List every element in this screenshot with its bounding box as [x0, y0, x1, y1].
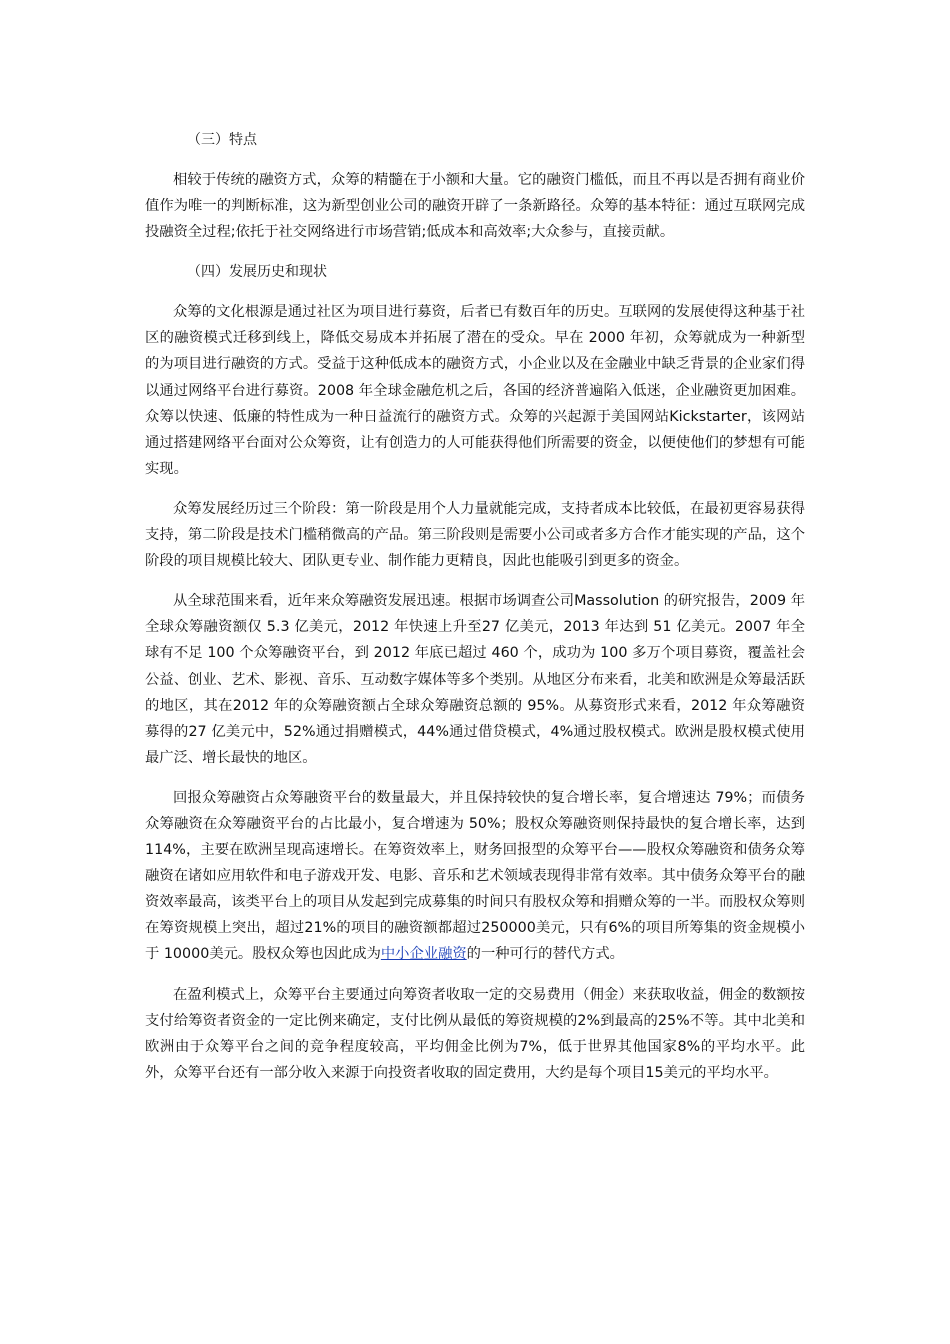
document-body — [145, 127, 805, 1100]
paragraph-text: 众筹发展经历过三个阶段：第一阶段是用个人力量就能完成，支持者成本比较低，在最初更容易获得支持，第二阶段是技术门槛稍微高的产品。第三阶段则是需要小公司或者多方合作才能实现的产品，这个阶段的项目规模比较大、团队更专业、制作能力更精良，因此也能吸引到更多的资金。 — [145, 500, 805, 570]
paragraph — [145, 785, 805, 968]
paragraph — [145, 982, 805, 1086]
paragraph — [145, 299, 805, 482]
paragraph-text: 从全球范围来看，近年来众筹融资发展迅速。根据市场调查公司Massolution 的研究报告，2009 年全球众筹融资额仅 5.3 亿美元，2012 年快速上升至27 亿美元，2013 年达到 51 亿美元。2007 年全球有不足 100 个众筹融资平台，到 2012 年底已超过 460 个，成功为 100 多万个项目募资，覆盖社会公益、创业、艺术、影视、音乐、互动数字媒体等多个类别。从地区分布来看，北美和欧洲是众筹最活跃的地区，其在2012 年的众筹融资额占全球众筹融资总额的 95%。从募资形式来看，2012 年众筹融资募得的27 亿美元中，52%通过捐赠模式，44%通过借贷模式，4%通过股权模式。欧洲是股权模式使用最广泛、增长最快的地区。 — [145, 593, 805, 766]
paragraph — [145, 496, 805, 574]
paragraph-text: 在盈利模式上，众筹平台主要通过向筹资者收取一定的交易费用（佣金）来获取收益，佣金的数额按支付给筹资者资金的一定比例来确定，支付比例从最低的筹资规模的2%到最高的25%不等。其中北美和欧洲由于众筹平台之间的竞争程度较高，平均佣金比例为7%，低于世界其他国家8%的平均水平。此外，众筹平台还有一部分收入来源于向投资者收取的固定费用，大约是每个项目15美元的平均水平。 — [145, 986, 805, 1081]
section-history — [145, 259, 805, 1086]
paragraph — [145, 167, 805, 245]
section-features — [145, 127, 805, 245]
paragraph-text: 回报众筹融资占众筹融资平台的数量最大，并且保持较快的复合增长率，复合增速达 79%；而债务众筹融资在众筹融资平台的占比最小，复合增速为 50%；股权众筹融资则保持最快的复合增长率，达到114%，主要在欧洲呈现高速增长。在筹资效率上，财务回报型的众筹平台——股权众筹融资和债务众筹融资在诸如应用软件和电子游戏开发、电影、音乐和艺术领域表现得非常有效率。其中债务众筹平台的融资效率最高，该类平台上的项目从发起到完成募集的时间只有股权众筹和捐赠众筹的一半。而股权众筹则在筹资规模上突出，超过21%的项目的融资额都超过250000美元，只有6%的项目所筹集的资金规模小于 10000美元。股权众筹也因此成为 — [145, 789, 805, 963]
section-heading-history: （四）发展历史和现状 — [187, 264, 327, 281]
section-heading-features: （三）特点 — [187, 132, 257, 148]
paragraph-text: 的一种可行的替代方式。 — [466, 946, 624, 963]
paragraph-text: 相较于传统的融资方式，众筹的精髓在于小额和大量。它的融资门槛低，而且不再以是否拥有商业价值作为唯一的判断标准，这为新型创业公司的融资开辟了一条新路径。众筹的基本特征：通过互联网完成投融资全过程;依托于社交网络进行市场营销;低成本和高效率;大众参与，直接贡献。 — [145, 172, 805, 241]
paragraph-text: 众筹的文化根源是通过社区为项目进行募资，后者已有数百年的历史。互联网的发展使得这种基于社区的融资模式迁移到线上，降低交易成本并拓展了潜在的受众。早在 2000 年初，众筹就成为一种新型的为项目进行融资的方式。受益于这种低成本的融资方式，小企业以及在金融业中缺乏背景的企业家们得以通过网络平台进行募资。2008 年全球金融危机之后，各国的经济普遍陷入低迷，企业融资更加困难。众筹以快速、低廉的特性成为一种日益流行的融资方式。众筹的兴起源于美国网站Kickstarter，该网站通过搭建网络平台面对公众筹资，让有创造力的人可能获得他们所需要的资金，以便使他们的梦想有可能实现。 — [145, 304, 805, 477]
paragraph — [145, 588, 805, 771]
sme-financing-link[interactable]: 中小企业融资 — [380, 946, 467, 963]
